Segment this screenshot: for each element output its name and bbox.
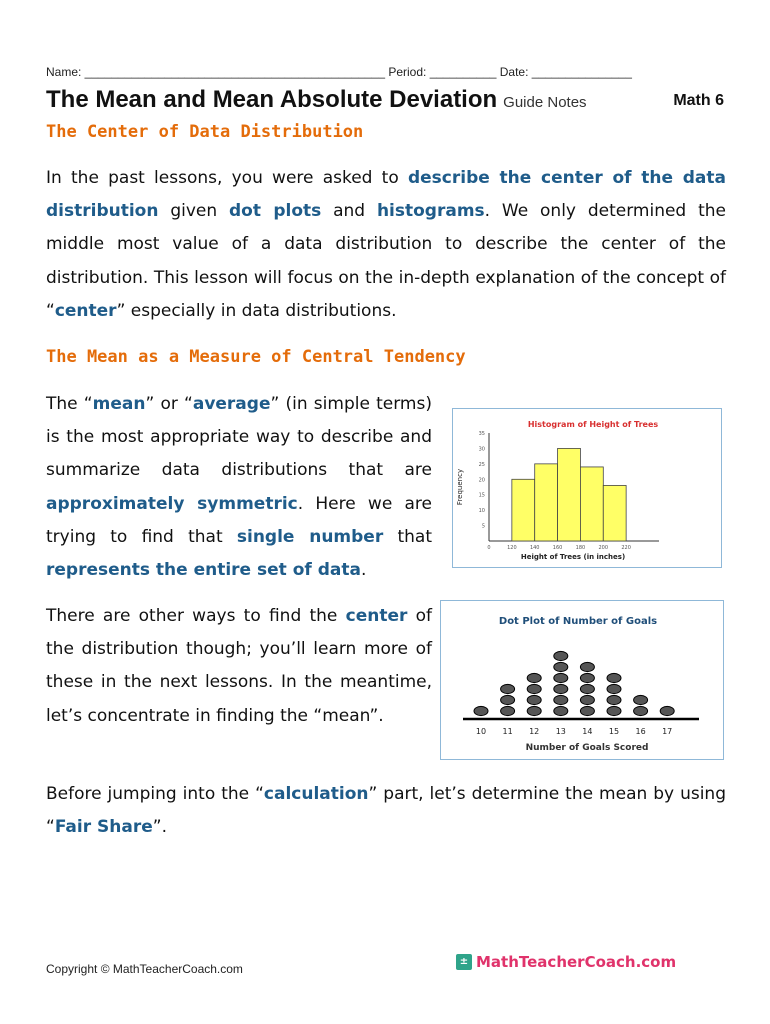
text-run: ” or “ <box>145 394 193 414</box>
histogram-bar <box>512 479 535 541</box>
dot-plot-dot <box>554 695 568 704</box>
histogram-y-tick-label: 5 <box>481 523 485 530</box>
histogram-y-tick-label: 25 <box>478 461 485 468</box>
keyword-describe-center: describe the center of the data distribution <box>46 168 726 222</box>
text-run: In the past lessons, you were asked to <box>46 168 408 188</box>
dot-plot-dot <box>660 706 674 715</box>
keyword-calculation: calculation <box>263 784 369 804</box>
dot-plot-x-tick-label: 10 <box>475 727 487 736</box>
dot-plot-dot <box>634 695 648 704</box>
histogram-chart <box>453 409 721 567</box>
keyword-histograms: histograms <box>376 201 485 222</box>
title-subtitle: Guide Notes <box>503 94 587 111</box>
histogram-x-tick-label: 140 <box>529 545 540 551</box>
text-run: given <box>158 201 229 222</box>
paragraph-mean <box>46 388 432 587</box>
dot-plot-dot <box>580 662 594 671</box>
keyword-average: average <box>192 394 271 414</box>
histogram-y-tick-label: 30 <box>478 446 485 453</box>
histogram-y-tick-label: 35 <box>478 431 485 437</box>
dot-plot-dot <box>580 673 594 682</box>
histogram-bar <box>535 464 558 541</box>
histogram-x-tick-label: 160 <box>552 545 563 551</box>
dot-plot-dot <box>501 684 515 693</box>
brand-name: MathTeacherCoach.com <box>476 953 677 971</box>
dot-plot-dot <box>607 695 621 704</box>
dot-plot-dot <box>474 706 488 715</box>
text-run: There are other ways to find the <box>46 606 346 626</box>
text-run: . Here we are trying to find that <box>46 493 432 547</box>
dot-plot-x-tick-label: 14 <box>582 727 593 736</box>
histogram-x-tick-label: 0 <box>487 545 491 551</box>
histogram-x-tick-label: 180 <box>575 545 586 551</box>
paragraph-intro <box>46 162 726 328</box>
paragraph-fair-share <box>46 778 726 844</box>
text-run: ”. <box>152 817 167 838</box>
dot-plot-dot <box>554 662 568 671</box>
dot-plot-dot <box>607 684 621 693</box>
dot-plot-dot <box>607 673 621 682</box>
dot-plot-dot <box>580 706 594 715</box>
keyword-symmetric: approximately symmetric <box>46 493 298 514</box>
dot-plot-dot <box>580 695 594 704</box>
dot-plot-figure <box>440 600 724 760</box>
dot-plot-dot <box>501 695 515 704</box>
text-run: and <box>321 201 377 222</box>
text-run: . We only determined the middle most value of a data distribution to describe the center of the distribution. This lesson will focus on the in-depth explanation of the concept of “ <box>46 201 726 321</box>
dot-plot-dot <box>527 706 541 715</box>
dot-plot-x-tick-label: 15 <box>608 727 620 736</box>
dot-plot-dot <box>527 673 541 682</box>
dot-plot-dot <box>554 684 568 693</box>
dot-plot-dot <box>554 673 568 682</box>
dot-plot-chart <box>441 601 723 759</box>
keyword-center: center <box>345 606 408 626</box>
histogram-x-label: Height of Trees (in inches) <box>520 553 626 561</box>
dot-plot-x-tick-label: 16 <box>635 727 646 736</box>
dot-plot-dot <box>501 706 515 715</box>
dot-plot-x-tick-label: 12 <box>529 727 540 736</box>
keyword-dot-plots: dot plots <box>228 201 322 222</box>
paragraph-other-ways <box>46 600 432 733</box>
text-run: that <box>383 526 432 547</box>
histogram-bar <box>558 448 581 541</box>
dot-plot-dot <box>554 706 568 715</box>
histogram-title: Histogram of Height of Trees <box>527 420 659 429</box>
header-fields-line: Name: _____________________________________________ Period: __________ Date: _______________ <box>46 65 632 79</box>
title-text: The Mean and Mean Absolute Deviation <box>46 86 498 113</box>
text-run: ” (in simple terms) is the most appropriate way to describe and summarize data distributions that are <box>46 394 432 481</box>
brand-logo <box>456 953 676 971</box>
histogram-x-tick-label: 220 <box>621 545 631 551</box>
histogram-bar <box>603 485 626 541</box>
text-run: Before jumping into the “ <box>46 784 264 804</box>
dot-plot-dot <box>554 651 568 660</box>
text-run: ” especially in data distributions. <box>116 300 397 321</box>
histogram-y-tick-label: 20 <box>478 477 485 484</box>
dot-plot-dot <box>634 706 648 715</box>
histogram-x-tick-label: 120 <box>507 545 517 551</box>
histogram-y-label: Frequency <box>456 468 464 506</box>
dot-plot-dot <box>527 684 541 693</box>
dot-plot-title: Dot Plot of Number of Goals <box>498 616 658 627</box>
keyword-center: center <box>54 300 117 321</box>
calculator-icon: ± <box>456 954 472 970</box>
histogram-y-tick-label: 15 <box>478 492 485 499</box>
keyword-single-number: single number <box>236 526 384 547</box>
section-heading-center: The Center of Data Distribution <box>46 122 364 142</box>
keyword-represents-data: represents the entire set of data <box>46 560 361 581</box>
histogram-y-tick-label: 10 <box>478 508 485 515</box>
copyright-text: Copyright © MathTeacherCoach.com <box>46 962 243 976</box>
dot-plot-dot <box>580 684 594 693</box>
page-title <box>46 86 587 114</box>
dot-plot-dot <box>607 706 621 715</box>
dot-plot-x-tick-label: 11 <box>502 727 513 736</box>
dot-plot-dot <box>527 695 541 704</box>
histogram-bar <box>580 467 603 541</box>
histogram-figure <box>452 408 722 568</box>
keyword-fair-share: Fair Share <box>54 817 153 838</box>
dot-plot-x-tick-label: 17 <box>662 727 673 736</box>
course-label: Math 6 <box>673 92 724 109</box>
text-run: The “ <box>46 394 93 414</box>
keyword-mean: mean <box>92 394 146 414</box>
dot-plot-x-tick-label: 13 <box>555 727 566 736</box>
text-run: ” part, let’s determine the mean by using “ <box>46 784 726 838</box>
dot-plot-x-label: Number of Goals Scored <box>525 743 649 753</box>
text-run: . <box>360 560 367 581</box>
section-heading-mean: The Mean as a Measure of Central Tendency <box>46 347 466 367</box>
text-run: of the distribution though; you’ll learn more of these in the next lessons. In the meantime, let’s concentrate in finding the “mean”. <box>46 606 432 726</box>
histogram-x-tick-label: 200 <box>598 545 609 551</box>
